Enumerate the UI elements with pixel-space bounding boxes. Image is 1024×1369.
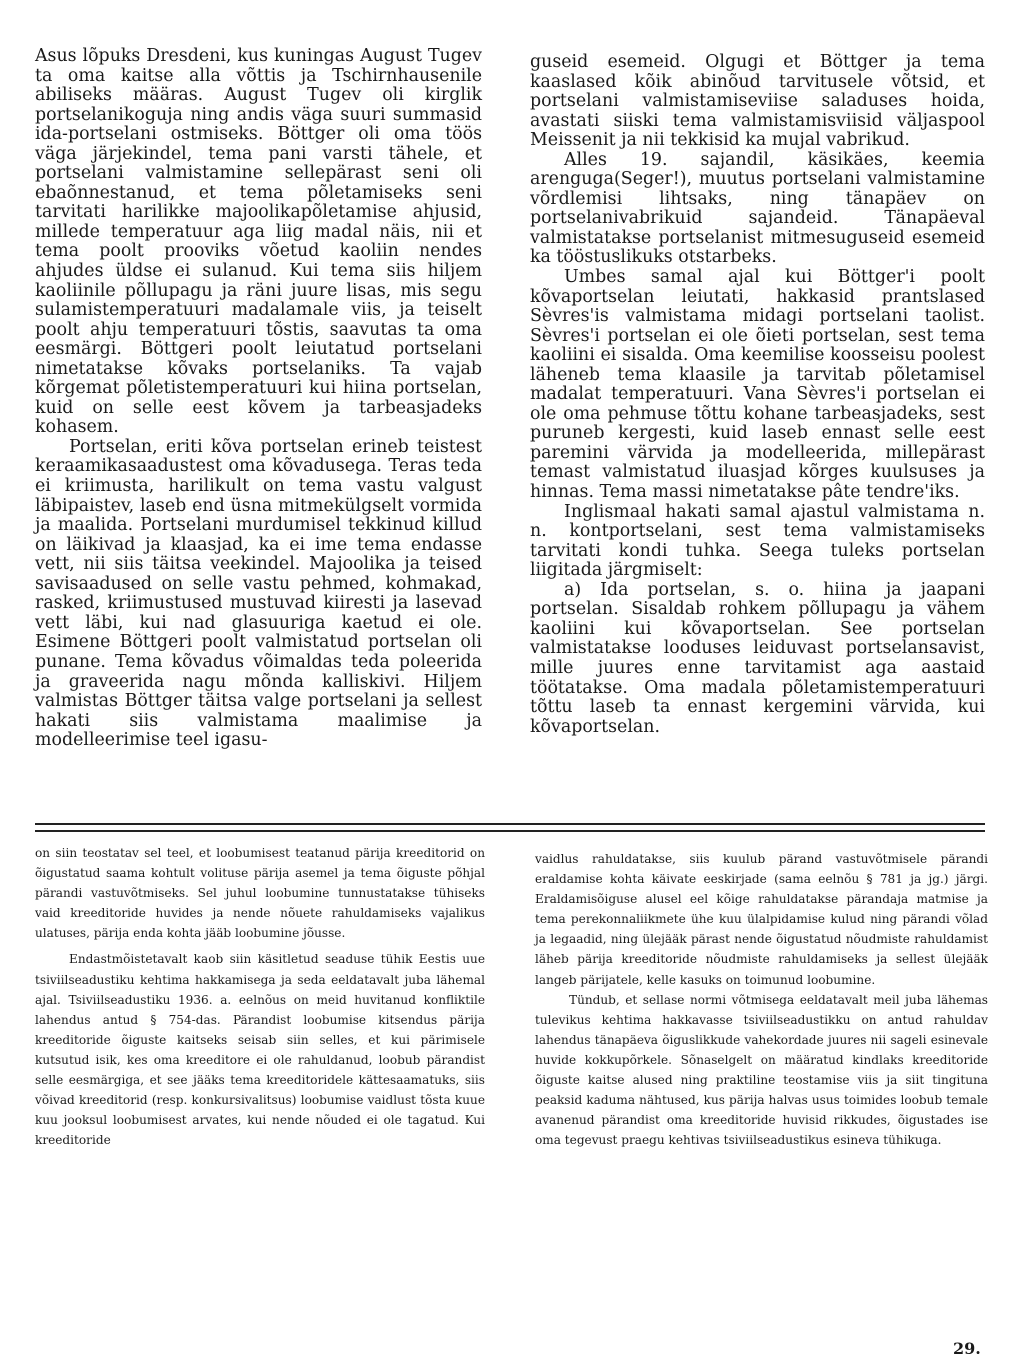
article-paragraph: Umbes samal ajal kui Böttger'i poolt kõvaportselan leiutati, hakkasid prantslased Sèvres'is valmistama midagi portselani taolist. Sèvres'i portselan ei ole õieti portselan, sest tema kaoliini ei sisalda. Oma keemilise koosseisu poolest läheneb tema klaasile ja tarvitab põletamisel madalat temperatuuri. Vana Sèvres'i portselan ei ole oma pehmuse tõttu kohane tarbeasjadeks, sest puruneb kergesti, kuid laseb ennast selle eest paremini värvida ja modelleerida, millepärast temast valmistatud iluasjad kõrges kuulsuses ja hinnas. Tema massi nimetatakse pâte tendre'iks.: [530, 267, 985, 503]
footnote-right-column: [535, 849, 988, 1150]
article-paragraph: guseid esemeid. Olgugi et Böttger ja tema kaaslased kõik abinõud tarvitusele võtsid, et portselani valmistamiseviise saladuses hoida, avastati siiski tema valmistamisviisid väljaspool Meissenit ja nii tekkisid ka mujal vabrikud.: [530, 52, 985, 151]
footnote-paragraph: Endastmõistetavalt kaob siin käsitletud seaduse tühik Eestis uue tsiviilseadustiku kehtima hakkamisega ja seda eeldatavalt juba lähemal ajal. Tsiviilseadustiku 1936. a. eelnõus on meid huvitanud konfliktile lahendus antud § 754-das. Pärandist loobumise kitsendus pärija kreeditoride õiguste kaitseks seisab siin selles, et kui pärimisele kutsutud isik, kes oma kreeditore ei ole rahuldanud, loobub pärandist selle eesmärgiga, et see jääks tema kreeditoridele kättesaamatuks, siis võivad kreeditorid (resp. konkursivalitsus) loobumise vaidlust tõsta kuue kuu jooksul loobumisest arvates, kui nende nõuded ei ole tagatud. Kui kreeditoride: [35, 952, 485, 1148]
article-left-column: [35, 47, 482, 751]
footnote-divider-double: [35, 830, 985, 832]
footnote-divider: [35, 823, 985, 825]
article-paragraph: Asus lõpuks Dresdeni, kus kuningas August Tugev ta oma kaitse alla võttis ja Tschirnhausenile abiliseks määras. August Tugev oli kirglik portselanikoguja ning andis väga suuri summasid ida-portselani ostmiseks. Böttger oli oma töös väga järjekindel, tema pani varsti tähele, et portselani valmistamine sellepärast seni oli ebaõnnestanud, et tema põletamiseks seni tarvitati harilikke majoolikapõletamise ahjusid, millede temperatuur aga liig madal näis, nii et tema poolt prooviks võetud kaoliin nendes ahjudes üldse ei sulanud. Kui tema siis hiljem kaoliinile põllupagu ja räni juure lisas, mis segu sulamistemperatuuri madalamale viis, ja teiselt poolt ahju temperatuuri tõstis, saavutas ta oma eesmärgi. Böttgeri poolt leiutatud portselani nimetatakse kõvaks portselaniks. Ta vajab kõrgemat põletistemperatuuri kui hiina portselan, kuid on selle eest kõvem ja tarbeasjadeks kohasem.: [35, 46, 482, 438]
article-right-column: [530, 53, 985, 737]
article-paragraph: Inglismaal hakati samal ajastul valmistama n. n. kontportselani, sest tema valmistamiseks tarvitati kondi tuhka. Seega tuleks portselan liigitada järgmiselt:: [530, 501, 985, 581]
article-paragraph: Alles 19. sajandil, käsikäes, keemia arenguga(Seger!), muutus portselani valmistamine võrdlemisi lihtsaks, ning tänapäev on portselanivabrikuid sajandeid. Tänapäeval valmistatakse portselanist mitmesuguseid esemeid ka tööstuslikuks otstarbeks.: [530, 149, 985, 268]
article-paragraph: a) Ida portselan, s. o. hiina ja jaapani portselan. Sisaldab rohkem põllupagu ja vähem kaoliini kui kõvaportselan. See portselan valmistatakse looduses leiduvast portselansavist, mille juures enne tarvitamist aga aastaid töötatakse. Oma madala põletamistemperatuuri tõttu laseb ta ennast kergemini värvida, kui kõvaportselan.: [530, 579, 985, 737]
footnote-paragraph: Tündub, et sellase normi võtmisega eeldatavalt meil juba lähemas tulevikus kehtima hakkavasse tsiviilseadustikku on antud rahuldav lahendus tänapäeva õiguslikkude vahekordade juures nii sageli esinevale huvide kokkupõrkele. Sõnaselgelt on määratud kindlaks kreeditoride õiguste kaitse alused ning praktiline teostamise viis ja siit tingituna peaksid kaduma nähtused, kus pärija halvas usus toimides loobub temale avanenud pärandist oma kreeditoride huvisid rikkudes, õigustades ise oma tegevust praegu kehtivas tsiviilseadustikus esineva tühikuga.: [535, 992, 988, 1148]
article-paragraph: Portselan, eriti kõva portselan erineb teistest keraamikasaadustest oma kõvadusega. Teras teda ei kriimusta, harilikult on tema vastu valgust läbipaistev, laseb end üsna mitmekülgselt vormida ja maalida. Portselani murdumisel tekkinud killud on läikivad ja klaasjad, ka ei ime tema endasse vett, nii siis täitsa veekindel. Majoolika ja teised savisaadused on selle vastu pehmed, kohmakad, rasked, kriimustused mustuvad kiiresti ja lasevad vett läbi, kui nad glasuuriga kaetud ei ole. Esimene Böttgeri poolt valmistatud portselan oli punane. Tema kõvadus võimaldas teda poleerida ja graveerida nagu mõnda kalliskivi. Hiljem valmistas Böttger täitsa valge portselani ja sellest hakati siis valmistama maalimise ja modelleerimise teel igasu-: [35, 436, 482, 751]
footnote-paragraph: on siin teostatav sel teel, et loobumisest teatanud pärija kreeditorid on õigustatud saama kohtult volituse pärija asemel ja tema õiguste põhjal pärandi vastuvõtmiseks. Sel juhul loobumine tunnustatakse tühiseks vaid kreeditoride huvides ja nende nõuete rahuldamiseks vajalikus ulatuses, pärija enda kohta jääb loobumine jõusse.: [35, 846, 485, 941]
page-number: 29.: [953, 1339, 981, 1358]
footnote-left-column: [35, 843, 485, 1150]
footnote-paragraph: vaidlus rahuldatakse, siis kuulub pärand vastuvõtmisele pärandi eraldamise kohta käivate eeskirjade (sama eelnõu § 781 ja jg.) järgi. Eraldamisõiguse alusel eel kõige rahuldatakse pärandaja matmise ja tema perekonnaliikmete ühe kuu ülalpidamise kulud ning pärandi võlad ja legaadid, ning ülejääk pärast nende õigustatud nõudmiste rahuldamist läheb pärija kreeditoride nõudmiste rahuldamiseks ja sellest ülejääk langeb pärijatele, kelle kasuks on toimunud loobumine.: [535, 852, 988, 987]
